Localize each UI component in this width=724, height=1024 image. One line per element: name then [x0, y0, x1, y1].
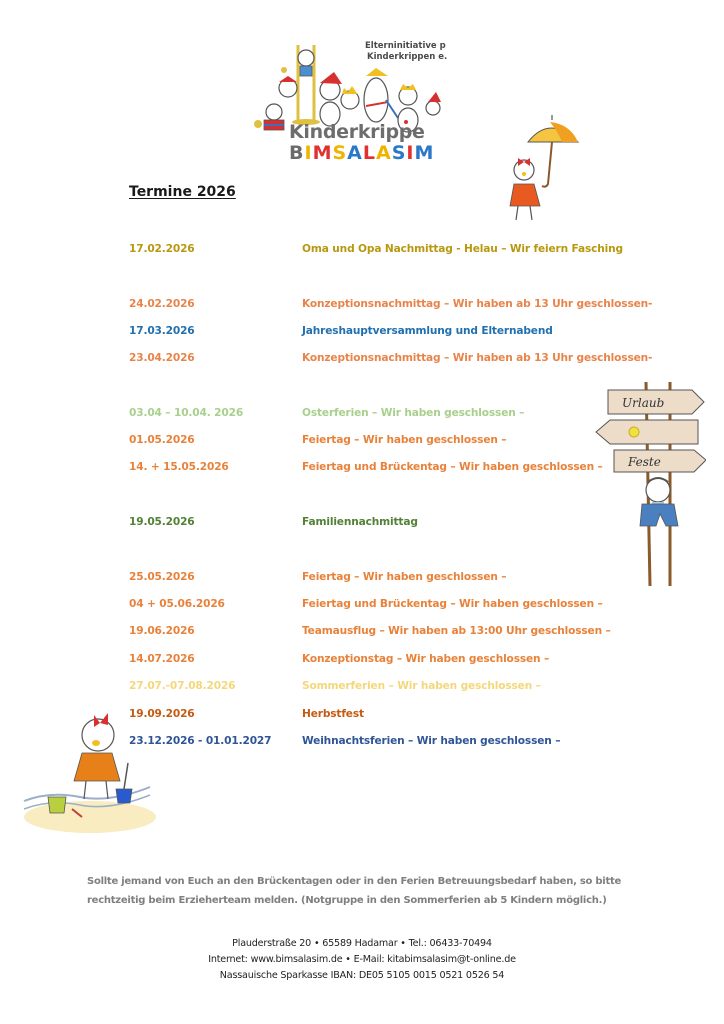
- childcare-note: [87, 872, 647, 910]
- event-date: 27.07.-07.08.2026: [129, 680, 236, 692]
- page-title: Termine 2026: [129, 184, 236, 200]
- footer-address: Plauderstraße 20 • 65589 Hadamar • Tel.: 06433-70494: [232, 938, 492, 949]
- footer-contact: [150, 936, 574, 984]
- brand-logo-word: [289, 142, 434, 164]
- event-description: Feiertag – Wir haben geschlossen –: [302, 571, 507, 583]
- brand-logo-letter: B: [289, 142, 305, 164]
- event-date: 19.06.2026: [129, 625, 195, 637]
- event-date: 23.04.2026: [129, 352, 195, 364]
- brand-name: Kinderkrippe: [289, 121, 425, 143]
- event-description: Sommerferien – Wir haben geschlossen –: [302, 680, 541, 692]
- brand-logo-letter: L: [362, 142, 376, 164]
- brand-logo-letter: S: [332, 142, 348, 164]
- event-date: 01.05.2026: [129, 434, 195, 446]
- brand-logo-letter: A: [347, 142, 363, 164]
- event-date: 23.12.2026 - 01.01.2027: [129, 735, 272, 747]
- event-description: Feiertag und Brückentag – Wir haben geschlossen –: [302, 598, 603, 610]
- event-description: Teamausflug – Wir haben ab 13:00 Uhr geschlossen –: [302, 625, 611, 637]
- event-date: 03.04 – 10.04. 2026: [129, 407, 244, 419]
- event-description: Osterferien – Wir haben geschlossen –: [302, 407, 525, 419]
- event-date: 24.02.2026: [129, 298, 195, 310]
- event-description: Oma und Opa Nachmittag - Helau – Wir feiern Fasching: [302, 243, 623, 255]
- event-date: 25.05.2026: [129, 571, 195, 583]
- brand-logo-letter: M: [414, 142, 435, 164]
- event-date: 19.05.2026: [129, 516, 195, 528]
- sign-urlaub: Urlaub: [622, 396, 665, 410]
- event-description: Feiertag und Brückentag – Wir haben geschlossen –: [302, 461, 603, 473]
- event-date: 14.07.2026: [129, 653, 195, 665]
- event-description: Konzeptionstag – Wir haben geschlossen –: [302, 653, 550, 665]
- note-line-1: Sollte jemand von Euch an den Brückentagen oder in den Ferien Betreuungsbedarf haben, so bitte: [87, 876, 622, 887]
- event-date: 19.09.2026: [129, 708, 195, 720]
- event-description: Weihnachtsferien – Wir haben geschlossen –: [302, 735, 561, 747]
- boy-on-stilts-signpost-illustration: [594, 380, 706, 588]
- event-description: Herbstfest: [302, 708, 364, 720]
- sign-feste: Feste: [628, 455, 661, 469]
- event-date: 04 + 05.06.2026: [129, 598, 225, 610]
- girl-with-umbrella-illustration: [500, 112, 582, 222]
- event-date: 17.02.2026: [129, 243, 195, 255]
- brand-logo-letter: S: [391, 142, 407, 164]
- event-description: Konzeptionsnachmittag – Wir haben ab 13 Uhr geschlossen-: [302, 298, 653, 310]
- brand-logo-letter: M: [312, 142, 333, 164]
- event-description: Familiennachmittag: [302, 516, 418, 528]
- brand-logo-letter: I: [406, 142, 415, 164]
- brand-logo-letter: I: [304, 142, 313, 164]
- event-description: Konzeptionsnachmittag – Wir haben ab 13 Uhr geschlossen-: [302, 352, 653, 364]
- girl-at-beach-illustration: [20, 705, 160, 835]
- brand-logo-letter: A: [376, 142, 392, 164]
- note-line-2: rechtzeitig beim Erzieherteam melden. (Notgruppe in den Sommerferien ab 5 Kindern möglich.): [87, 895, 607, 906]
- footer-web-email[interactable]: Internet: www.bimsalasim.de • E-Mail: kitabimsalasim@t-online.de: [208, 954, 516, 965]
- footer-bank: Nassauische Sparkasse IBAN: DE05 5105 0015 0521 0526 54: [219, 970, 505, 981]
- event-description: Jahreshauptversammlung und Elternabend: [302, 325, 553, 337]
- organization-line-2: Kinderkrippen e.: [367, 52, 448, 62]
- event-description: Feiertag – Wir haben geschlossen –: [302, 434, 507, 446]
- event-date: 17.03.2026: [129, 325, 195, 337]
- organization-line-1: Elterninitiative p: [365, 41, 446, 51]
- event-date: 14. + 15.05.2026: [129, 461, 229, 473]
